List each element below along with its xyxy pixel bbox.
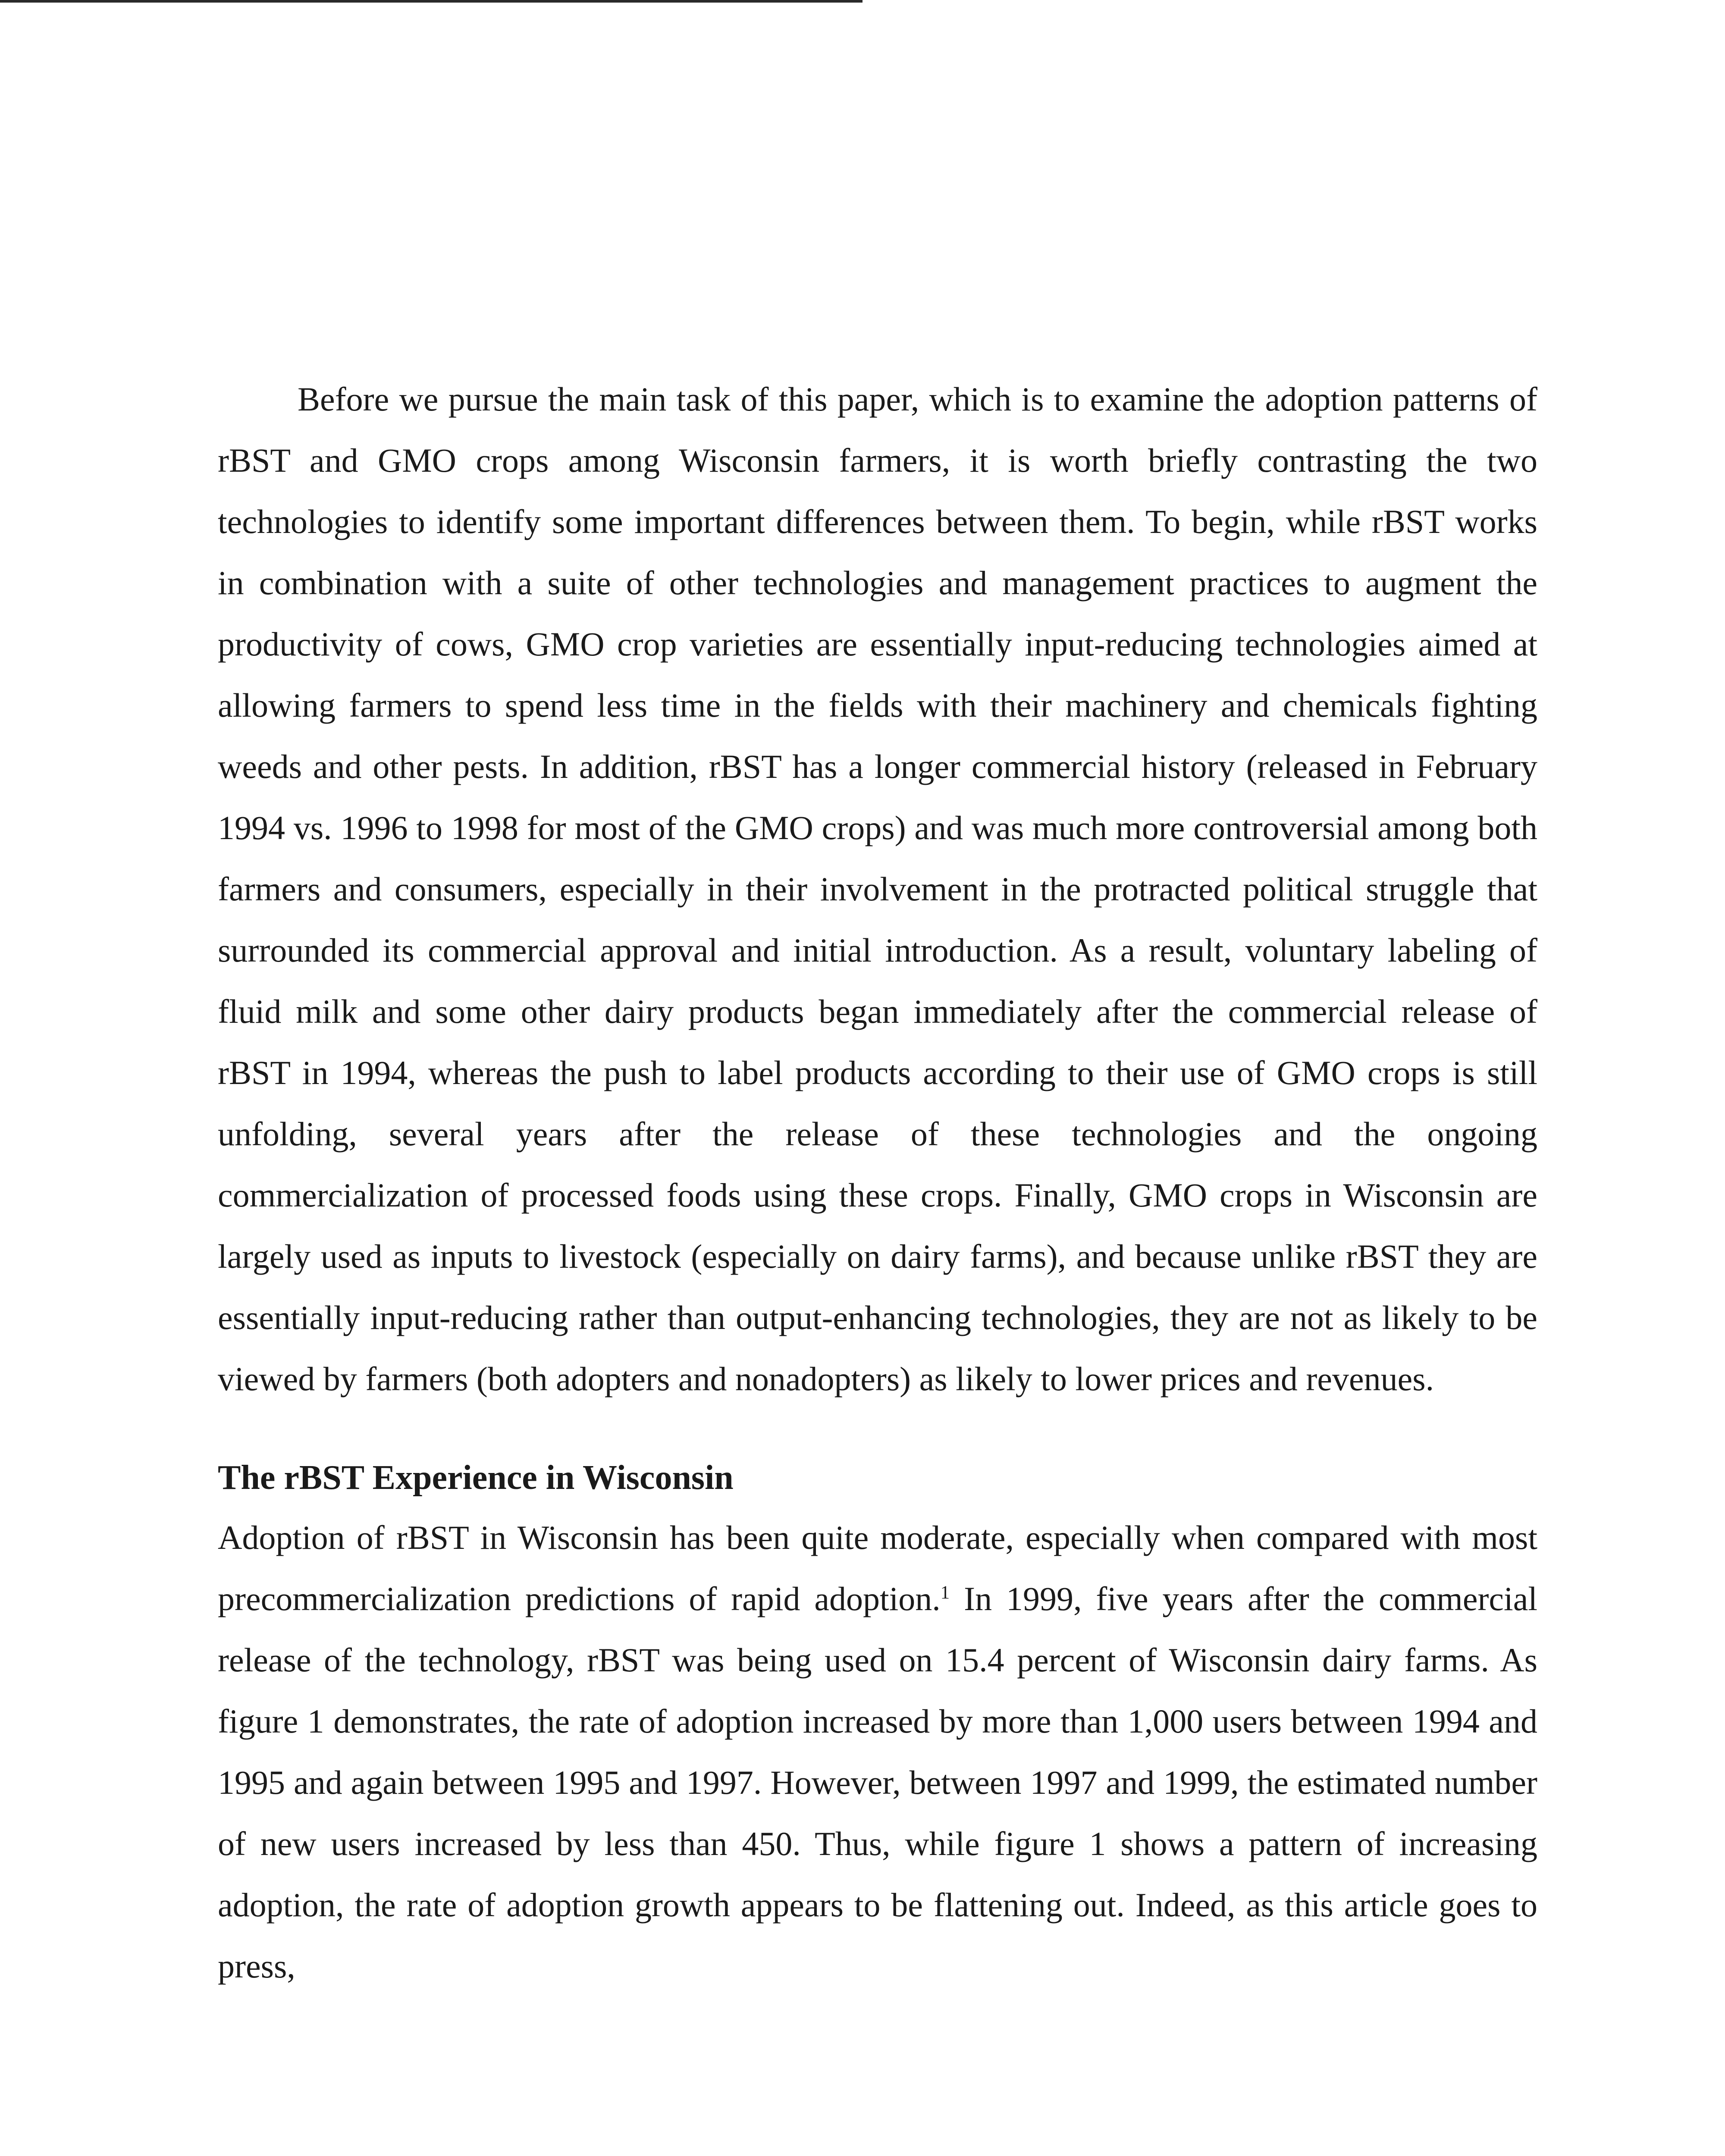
paragraph-text: Adoption of rBST in Wisconsin has been quite moderate, especially when compared with most precommercialization predictions of rapid adoption. — [218, 1519, 1537, 1617]
footnote-reference[interactable]: 1 — [940, 1583, 950, 1603]
body-text — [218, 369, 1537, 1997]
paragraph — [218, 1507, 1537, 1997]
section-heading: The rBST Experience in Wisconsin — [218, 1459, 734, 1497]
paragraph: Before we pursue the main task of this paper, which is to examine the adoption patterns of rBST and GMO crops among Wisconsin farmers, it is worth briefly contrasting the two technologies to identify some important differences between them. To begin, while rBST works in combination with a suite of other technologies and management practices to augment the productivity of cows, GMO crop varieties are essentially input-reducing technologies aimed at allowing farmers to spend less time in the fields with their machinery and chemicals fighting weeds and other pests. In addition, rBST has a longer commercial history (released in February 1994 vs. 1996 to 1998 for most of the GMO crops) and was much more controversial among both farmers and consumers, especially in their involvement in the protracted political struggle that surrounded its commercial approval and initial introduction. As a result, voluntary labeling of fluid milk and some other dairy products began immediately after the commercial release of rBST in 1994, whereas the push to label products according to their use of GMO crops is still unfolding, several years after the release of these technologies and the ongoing commercialization of processed foods using these crops. Finally, GMO crops in Wisconsin are largely used as inputs to livestock (especially on dairy farms), and because unlike rBST they are essentially input-reducing rather than output-enhancing technologies, they are not as likely to be viewed by farmers (both adopters and nonadopters) as likely to lower prices and revenues. — [218, 380, 1537, 1398]
paragraph-text: In 1999, five years after the commercial release of the technology, rBST was being used on 15.4 percent of Wisconsin dairy farms. As figure 1 demonstrates, the rate of adoption increased by more than 1,000 users between 1994 and 1995 and again between 1995 and 1997. However, between 1997 and 1999, the estimated number of new users increased by less than 450. Thus, while figure 1 shows a pattern of increasing adoption, the rate of adoption growth appears to be flattening out. Indeed, as this article goes to press, — [218, 1580, 1537, 1985]
top-rule — [0, 0, 862, 3]
